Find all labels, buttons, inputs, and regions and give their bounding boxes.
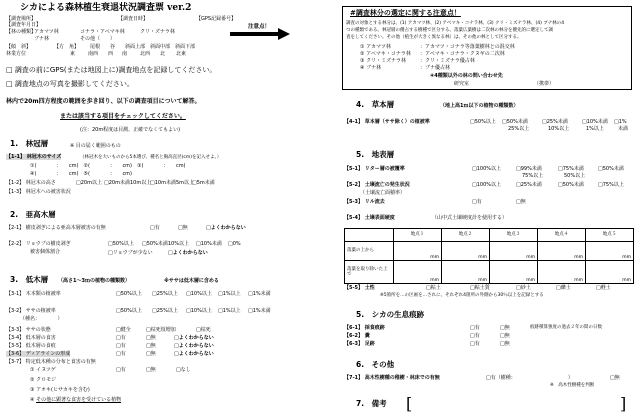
cell-2-2[interactable]: mm [442,261,490,284]
q5-1-sub-2: 50%以上 [564,173,586,179]
note-box-line-2: つの種類である。林冠層の優占する樹種で区分する。落葉広葉樹は二次林の林分を優先的に選定して調 [346,28,553,33]
q4-1-label: 【4-1】 草本層（ササ除く）の植被率 [344,119,430,125]
q3-7-item-2[interactable]: ② クロモジ [30,377,57,383]
q4-1-sub-4: 未満 [618,126,629,132]
q2-2-opt-6[interactable]: □よくわからない [168,250,208,256]
q5-5-label: 【5-5】 土性 [344,285,375,291]
note-list-2: ② アベマキ・コナラ林 [360,51,411,57]
section-3-subtitle: （高さ1〜3ｍの植物の種類数） [58,278,130,284]
section-6-title-text: シカの生息痕跡 [371,310,425,319]
terrain-2: 南西 [88,51,99,57]
forest-type-1: アカマツ林 [34,29,59,35]
section-7-title-text: その他 [371,360,395,369]
q6-1-opt-1[interactable]: □有 [470,325,480,331]
q5-1-opt-2[interactable]: □99%未満 [516,166,542,172]
q5-5-opt-1[interactable]: □粘土 [426,285,441,291]
left-page [0,0,318,417]
terrain-6: 北 [160,51,166,57]
q7-1-opt-2: ） [568,375,574,381]
q5-1-opt-4[interactable]: □50%未満 [598,166,624,172]
slope-label: 【傾 斜】 [6,44,32,50]
q5-2-opt-3[interactable]: □50%未満 [558,182,584,188]
section-7-title: 6. その他 [356,360,395,369]
q1-1-note: （林冠木を大いものから5本選び、種名と胸高直径(cm)を記入せよ。） [80,155,222,160]
terrain-7: 北東 [176,51,187,57]
q6-3-opt-2[interactable]: □無 [500,341,510,347]
q2-1-opt-3[interactable]: □よくわからない [206,225,246,231]
q5-5-opt-2[interactable]: □粘土質 [470,285,490,291]
q3-1-opt-5[interactable]: □1%未満 [248,291,271,297]
check-gps[interactable]: □ 調査の前にGPS(または地図上に)調査地点を記録してください。 [6,66,217,74]
q5-3-opt-1[interactable]: □有 [472,199,482,205]
q6-1-note: 痕跡積算強度の過去２年の間の日数 [530,325,602,330]
terrain-1: 東 [70,51,76,57]
q3-3-opt-2[interactable]: □枯死枝増加 [146,327,176,333]
cell-2-3[interactable]: mm [490,261,538,284]
q5-5-note: ※5箇所を…の区画を…されに、それぞれ4箇所の外側から30％以上を記録とする [380,293,544,298]
q7-1-opt-1[interactable]: □有（樹種： [486,375,516,381]
q5-5-opt-5[interactable]: □軽土 [596,285,611,291]
q5-5-opt-3[interactable]: □砂土 [516,285,531,291]
q5-1-opt-3[interactable]: □75%未満 [558,166,584,172]
q3-3-label: 【3-3】 ササの状態 [6,327,51,333]
point-header-1: 地点１ [394,229,442,242]
table-corner [345,229,394,242]
aspect-4: 斜面中部 [150,44,171,50]
q3-4-label: 【3-4】 低木層の食害 [6,335,56,341]
q7-1-label: 【7-1】 高木性樹種の稚樹・林床での有無 [344,375,440,381]
q3-1-label: 【3-1】 木本類の植被率 [6,291,61,297]
q3-5-opt-3[interactable]: □よくわからない [174,343,214,349]
q6-2-opt-2[interactable]: □無 [500,333,510,339]
q2-2-opt-1[interactable]: □50%以上 [108,241,134,247]
gps-number-label: 【GPS記録番号】 [196,16,237,22]
q4-1-sub-1: 25%以上 [508,126,530,132]
section-3-title-text: 低木層 [25,275,49,284]
q1-1-row1[interactable]: ①( ： cm) ②( ： cm) ③( ： cm) [30,163,186,169]
remarks-title-text: 備考 [371,399,387,408]
q6-3-label: 【6-3】 足跡 [344,341,375,347]
q3-4-opt-2[interactable]: □無 [146,335,156,341]
section-4-title-text: 草本層 [371,100,395,109]
q5-5-opt-4[interactable]: □礫土 [556,285,571,291]
q4-1-opt-5[interactable]: □1% [614,119,627,125]
table-row [345,261,634,284]
section-1-title: 1. 林冠層 [10,139,49,148]
cell-1-3[interactable]: mm [490,242,538,261]
table-row [345,242,634,261]
q1-2-opt-3[interactable]: □10m未満5m以上 [150,180,195,186]
q6-1-opt-2[interactable]: □無 [500,325,510,331]
q3-5-opt-2[interactable]: □無 [146,343,156,349]
right-page [320,0,640,417]
cell-1-2[interactable]: mm [442,242,490,261]
section-4-subtitle: （地上高1ｍ以下の植物の種類数） [440,103,519,109]
hardness-table [344,228,634,284]
remarks-title: 7. 備考 [356,399,387,408]
row-label-2: 落葉を取り除いた上で [345,261,394,284]
q5-2-label: 【5-2】 土壌流亡の発生状況 [344,182,410,188]
q3-2-opt-4[interactable]: □1%以上 [218,308,241,314]
note-list-4: ④ ブナ林 [360,65,382,71]
q5-2-note: （土壌流亡面積率） [360,190,406,196]
q3-7-opt-2[interactable]: □無 [146,367,156,373]
point-header-4: 地点４ [538,229,586,242]
q2-1-label: 【2-1】 樹皮剥ぎによる亜高木層被害の有無 [6,225,106,231]
note-contact: ④4種類以外の林の問い合わせ先 [430,73,503,79]
survey-site-label: 【調査場所】 [6,16,37,22]
note-list-2-desc: ：アベマキ・コナラ・クヌギの二次林 [420,51,505,57]
forest-type-5: その他（ ） [80,36,116,42]
q3-7-item-3-text: アオキ(ヒサカキを含む) [36,387,90,393]
q1-3-label: 【1-3】 林冠木への被害状況 [6,189,71,195]
q3-1-opt-4[interactable]: □1%以上 [218,291,241,297]
q3-7-item-4-text: その他に顕著な食害を受けている植物 [36,397,122,403]
q2-2-opt-3[interactable]: □10%未満 [196,241,222,247]
cell-2-1[interactable]: mm [394,261,442,284]
q6-2-opt-1[interactable]: □有 [470,333,480,339]
note-list-3: ③ クリ・ミズナラ林 [360,58,406,64]
q3-7-item-2-text: クロモジ [36,377,57,383]
q3-6-opt-3[interactable]: □よくわからない [174,351,214,357]
note-list-1: ① アカマツ林 [360,44,391,50]
q4-1-opt-1[interactable]: □50%以上 [470,119,496,125]
q3-6-text: 【3-6】 ディアラインの形成 [6,351,71,357]
q3-3-opt-3[interactable]: □枯死 [196,327,211,333]
q4-1-opt-4[interactable]: □10%未満 [582,119,608,125]
section-1-note: ※ 目の届く範囲のもの [70,143,121,149]
forest-type-4: ブナ林 [34,36,50,42]
aspect-5: 斜面下部 [175,44,196,50]
cell-1-1[interactable]: mm [394,242,442,261]
q3-2-sublabel: （種名： ） [20,316,63,322]
forest-type-3: クリ・ズナラ林 [140,29,175,35]
q2-2-sublabel: 被害個体割合 [30,249,61,255]
check-gps-text: 調査の前にGPS(または地図上に)調査地点を記録してください。 [14,66,217,74]
q1-1-label [6,154,61,160]
note-list-3-desc: ：クリ・ミズナラ優占林 [420,58,475,64]
note-label: 注意点！ [248,24,271,30]
note-list-4-desc: ：ブナ優占林 [420,65,451,71]
q3-7-item-3[interactable]: ③ アオキ(ヒサカキを含む) [30,387,90,393]
remarks-bracket-left: [ [406,394,413,413]
terrain-5: 北西 [140,51,151,57]
remarks-bracket-right: ] [620,394,627,413]
point-header-5: 地点５ [586,229,634,242]
q3-2-opt-5[interactable]: □1%未満 [248,308,271,314]
terrain-3: 西 [108,51,114,57]
q3-7-item-4[interactable]: ④ その他に顕著な食害を受けている植物 [30,397,122,403]
q5-1-label: 【5-1】 リター層の被覆率 [344,166,405,172]
q3-6-opt-2[interactable]: □無 [146,351,156,357]
q5-3-label: 【5-3】 リル流去 [344,199,385,205]
q1-2-opt-2[interactable]: □20m未満10m以上 [104,180,152,186]
q3-7-opt-3[interactable]: □なし [176,367,191,373]
q2-2-opt-2[interactable]: □50%未満10%以上 [142,241,189,247]
section-5-title: 5. 地表層 [356,150,395,159]
q1-2-opt-1[interactable]: □20m以上 [76,180,102,186]
q6-3-opt-1[interactable]: □有 [470,341,480,347]
q5-1-opt-1[interactable]: □100%以上 [472,166,502,172]
note-list-1-desc: ：アカマツ・コナラ等落葉樹林との混交林 [420,44,515,50]
check-photo-text: 調査地点の写真を撮影してください。 [14,80,134,88]
remarks-input[interactable] [416,400,616,414]
survey-date-label: 【調査日時】 [118,16,149,22]
q3-1-opt-2[interactable]: □25%以上 [152,291,178,297]
q3-7-label: 【3-7】 特定低木種の分布と食害の有無 [6,359,96,365]
q3-6-opt-1[interactable]: □有 [116,351,126,357]
q5-2-opt-1[interactable]: □100%以上 [472,182,502,188]
check-photo[interactable]: □ 調査地点の写真を撮影してください。 [6,80,134,88]
q5-1-sub-1: 75%以上 [522,173,544,179]
cell-1-4[interactable]: mm [538,242,586,261]
note-contact-lab: 研究室 [454,81,470,87]
section-5-title-text: 地表層 [371,150,395,159]
q7-1-opt-3[interactable]: □無 [610,375,620,381]
q3-7-opt-1[interactable]: □有 [116,367,126,373]
q5-2-opt-4[interactable]: □75%以上 [598,182,624,188]
q3-4-opt-1[interactable]: □有 [116,335,126,341]
arrow-icon [230,28,290,40]
q4-1-opt-2[interactable]: □50%未満 [502,119,528,125]
q4-1-sub-3: 1%以上 [586,126,604,132]
survey-time-label: 【調査年月日】 [6,22,42,28]
q3-2-label: 【3-2】 ササの植被率 [6,308,56,314]
instruction-3: (注：20m程度は目測、正確でなくてもよい) [80,127,181,133]
terrain-label: 林業方位 [6,51,27,57]
section-2-title-text: 亜高木層 [25,210,56,219]
q2-2-label: 【2-2】 リョウブの樹皮剥ぎ [6,241,71,247]
q3-2-opt-3[interactable]: □10%以上 [186,308,212,314]
section-1-title-text: 林冠層 [25,139,49,148]
q3-7-item-1[interactable]: ① イヌツゲ [30,367,56,373]
q5-3-opt-2[interactable]: □無 [516,199,526,205]
q6-2-label: 【6-2】 糞 [344,333,370,339]
section-2-title: 2. 亜高木層 [10,210,56,219]
section-3-title: 3. 低木層 [10,275,49,284]
point-header-2: 地点２ [442,229,490,242]
q3-1-opt-3[interactable]: □10%以上 [186,291,212,297]
q3-5-opt-1[interactable]: □有 [116,343,126,349]
cell-2-5[interactable]: mm [586,261,634,284]
forest-type-2: コナラ・アベマキ林 [80,29,125,35]
q7-1-note: ※ 高木性樹種を判断 [550,383,595,388]
q1-2-label: 【1-2】 林冠木の高さ [6,180,56,186]
q4-1-opt-3[interactable]: □25%未満 [542,119,568,125]
table-row [345,229,634,242]
forest-type-label: 【林の種類】 [6,29,37,35]
q2-1-opt-1[interactable]: □有 [150,225,160,231]
aspect-3: 斜面上部 [125,44,146,50]
aspect-2: 谷 [110,44,116,50]
q2-2-opt-5[interactable]: □リョウブが少ない [108,250,153,256]
cell-1-5[interactable]: mm [586,242,634,261]
q5-4-note: （山中式土壌硬度計を使用する） [432,215,508,221]
instruction-2: または該当する項目をチェックしてください。 [60,113,186,120]
cell-2-4[interactable]: mm [538,261,586,284]
q4-1-sub-2: 10%以上 [548,126,570,132]
q3-3-opt-1[interactable]: □健全 [116,327,131,333]
note-contact-mobile: （携帯） [534,81,555,87]
aspect-label: 【方 角】 [54,44,80,50]
q3-1-opt-1[interactable]: □50%以上 [116,291,142,297]
q5-4-label: 【5-4】 土壌表面硬度 [344,215,395,221]
q3-7-item-1-text: イヌツゲ [36,367,56,373]
instruction-1: 林内で20m四方程度の範囲を歩き回り、以下の調査項目について解答。 [6,98,201,105]
form-title: シカによる森林植生衰退状況調査票 ver.2 [20,3,192,13]
q2-2-opt-4[interactable]: □0% [228,241,241,247]
q3-2-opt-1[interactable]: □50%以上 [116,308,142,314]
note-box-title: #調査林分の選定に関する注意点！ [350,9,461,17]
q6-1-label: 【6-1】 採食痕跡 [344,325,385,331]
terrain-4: 南 [122,51,128,57]
q3-6-label [6,351,70,357]
q3-2-opt-2[interactable]: □25%以上 [152,308,178,314]
q3-5-label: 【3-5】 低木層の食痕 [6,343,56,349]
q1-2-opt-4[interactable]: □5m未満 [192,180,215,186]
q5-2-opt-2[interactable]: □25%未満 [516,182,542,188]
section-3-note: ※ササは低木層に含める [164,278,219,284]
note-box-line-3: 査をしてください。その他（植生が大きく異なる林）は、その他の林として区分する。 [346,35,522,40]
note-box-line-1: 調査の対象とする林分は、(1) アカマツ林、(2) アベマキ・コナラ林、(3) クリ・ミズナラ林、(4) ブナ林の4 [346,21,565,26]
q2-1-opt-2[interactable]: □無 [178,225,188,231]
point-header-3: 地点３ [490,229,538,242]
q1-1-text: 【1-1】 林冠木のサイズ [6,154,62,160]
q1-1-row2[interactable]: ④( ： cm) ⑤( ： cm) [30,171,133,177]
section-4-title: 4. 草本層 [356,100,395,109]
row-label-1: 落葉の上から [345,242,394,261]
section-6-title: 5. シカの生息痕跡 [356,310,425,319]
aspect-1: 尾根 [90,44,101,50]
q3-4-opt-3[interactable]: □よくわからない [174,335,214,341]
